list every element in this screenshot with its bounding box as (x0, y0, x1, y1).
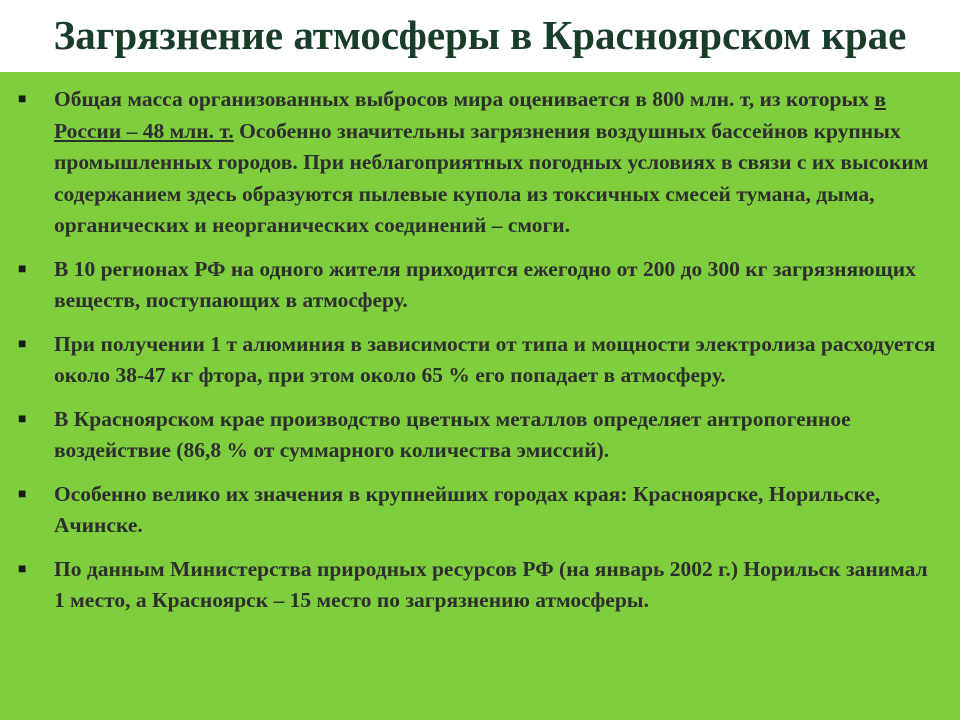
bullet-text-4: В Красноярском крае производство цветных металлов определяет антропогенное воздействие (86,8 % от суммарного количества эмиссий). (54, 406, 851, 462)
bullet-item-1 (0, 84, 960, 242)
bullet-text-5: Особенно велико их значения в крупнейших городах края: Красноярске, Норильске, Ачинске. (54, 481, 881, 537)
bullet-item-4 (0, 404, 960, 467)
square-bullet-icon: ■ (18, 411, 27, 427)
bullet-text-1b: Особенно значительны загрязнения воздушных бассейнов крупных промышленных городов. При неблагоприятных погодных условиях в связи с их высоким содержанием здесь образуются пылевые купола из токсичных смесей тумана, дыма, органических и неорганических соединений – смоги. (54, 118, 929, 237)
bullet-item-5 (0, 479, 960, 542)
bullet-text-1-underlined: в России – 48 млн. т. (54, 87, 886, 143)
content-panel (0, 72, 960, 720)
square-bullet-icon: ■ (18, 336, 27, 352)
slide-title: Загрязнение атмосферы в Красноярском крае (53, 12, 907, 58)
bullet-text-6: По данным Министерства природных ресурсов РФ (на январь 2002 г.) Норильск занимал 1 место, а Красноярск – 15 место по загрязнению атмосферы. (54, 556, 928, 612)
bullet-text-2: В 10 регионах РФ на одного жителя приходится ежегодно от 200 до 300 кг загрязняющих веществ, поступающих в атмосферу. (54, 256, 916, 312)
bullet-text-1a: Общая масса организованных выбросов мира оценивается в 800 млн. т, из которых (54, 87, 875, 111)
title-bar (0, 0, 960, 72)
square-bullet-icon: ■ (18, 561, 27, 577)
square-bullet-icon: ■ (18, 486, 27, 502)
bullet-item-3 (0, 329, 960, 392)
square-bullet-icon: ■ (18, 261, 27, 277)
bullet-item-6 (0, 554, 960, 617)
bullet-item-2 (0, 254, 960, 317)
bullet-list (0, 84, 960, 629)
bullet-text-3: При получении 1 т алюминия в зависимости от типа и мощности электролиза расходуется около 38-47 кг фтора, при этом около 65 % его попадает в атмосферу. (54, 331, 936, 387)
square-bullet-icon: ■ (18, 92, 27, 107)
